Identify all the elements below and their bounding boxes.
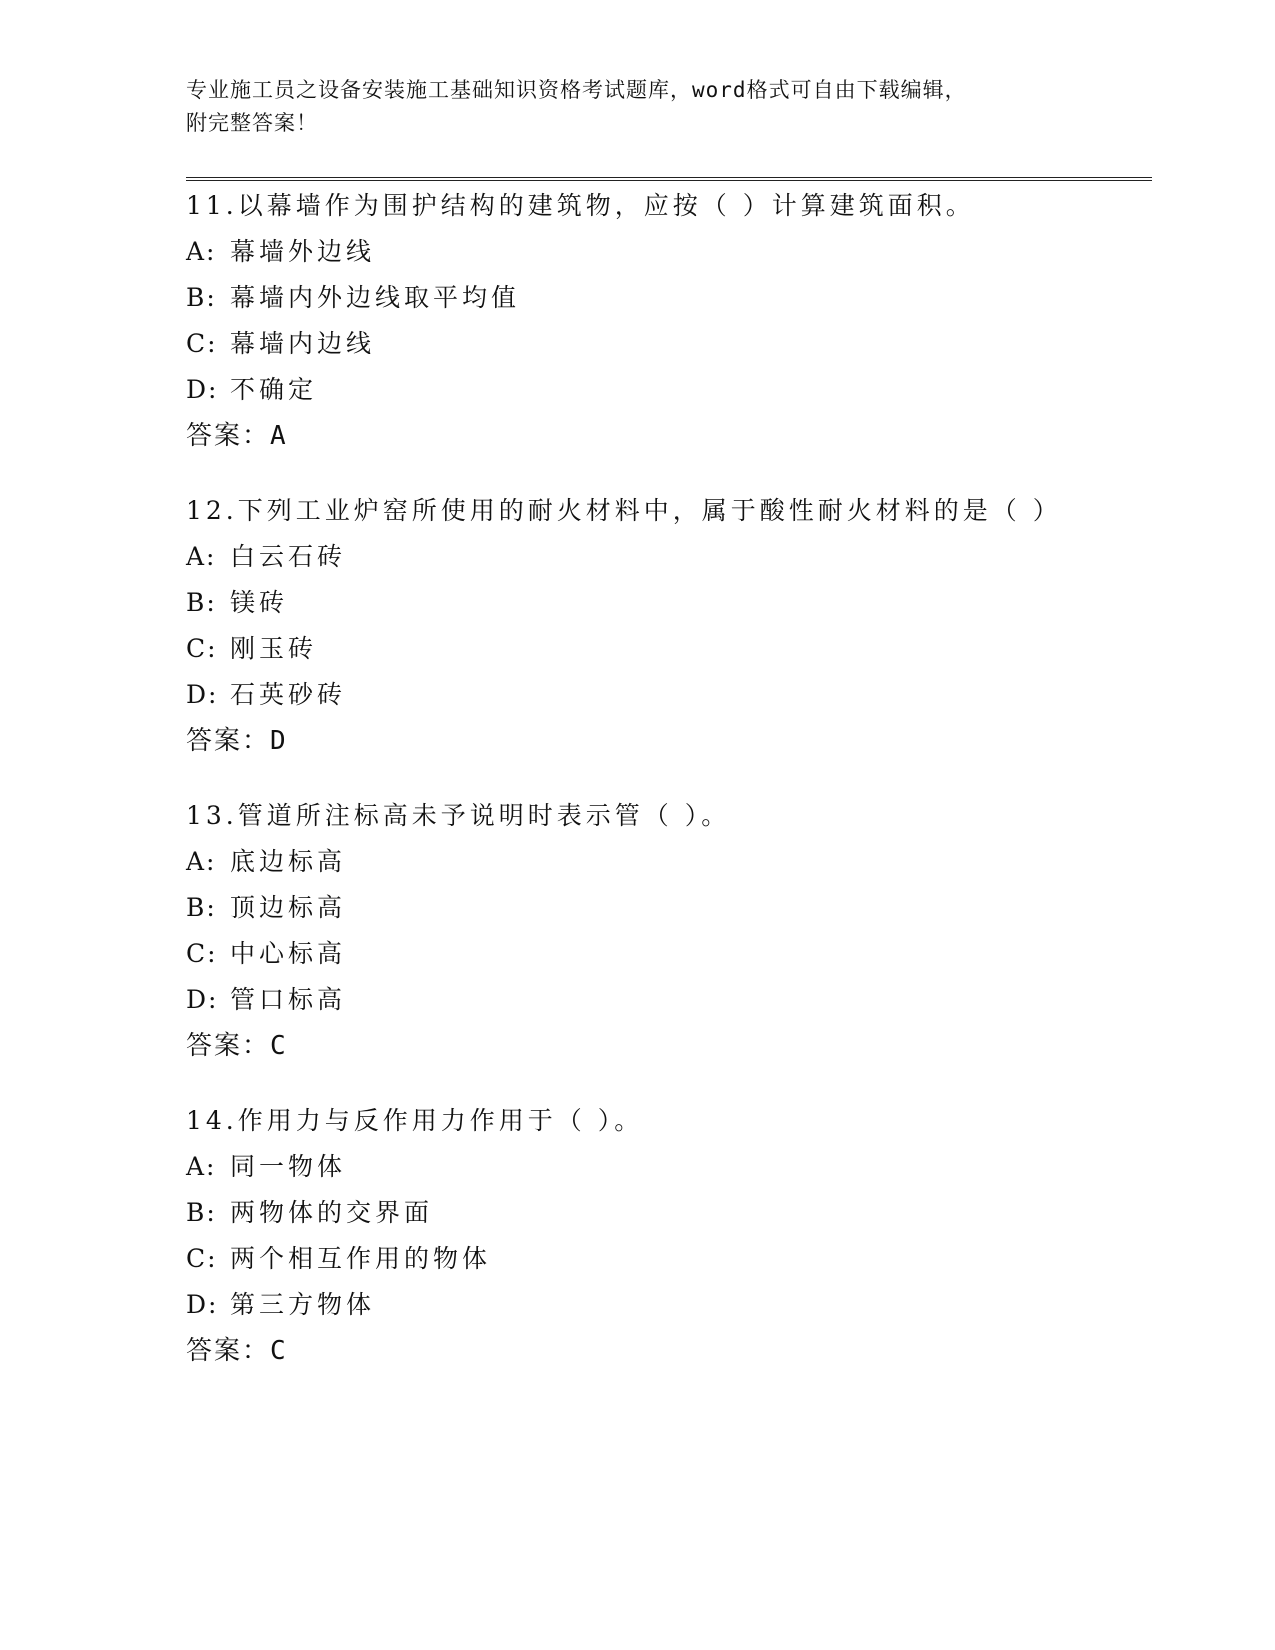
answer-value: A bbox=[270, 421, 288, 451]
option-letter: A: bbox=[186, 1152, 217, 1181]
option-text: 幕墙外边线 bbox=[230, 237, 376, 266]
question-stem: 11.以幕墙作为围护结构的建筑物，应按（ ）计算建筑面积。 bbox=[186, 191, 975, 220]
option-text: 两物体的交界面 bbox=[230, 1198, 434, 1227]
option-b bbox=[186, 885, 1152, 931]
option-letter: A: bbox=[186, 542, 217, 571]
answer-value: C bbox=[270, 1336, 288, 1366]
question-block bbox=[186, 793, 1152, 1069]
option-a bbox=[186, 1144, 1152, 1190]
option-letter: C: bbox=[186, 939, 218, 968]
header-double-rule bbox=[186, 177, 1152, 181]
option-b bbox=[186, 275, 1152, 321]
option-c bbox=[186, 321, 1152, 367]
option-c bbox=[186, 1236, 1152, 1282]
option-text: 幕墙内外边线取平均值 bbox=[230, 283, 521, 312]
option-text: 顶边标高 bbox=[230, 893, 347, 922]
answer-line bbox=[186, 413, 1152, 459]
option-text: 中心标高 bbox=[230, 939, 347, 968]
header-line-2: 附完整答案！ bbox=[186, 111, 318, 135]
option-d bbox=[186, 367, 1152, 413]
option-letter: C: bbox=[186, 329, 218, 358]
header-line-1: 专业施工员之设备安装施工基础知识资格考试题库，word格式可自由下载编辑， bbox=[186, 78, 967, 102]
option-text: 幕墙内边线 bbox=[230, 329, 376, 358]
option-letter: A: bbox=[186, 237, 217, 266]
option-a bbox=[186, 229, 1152, 275]
option-a bbox=[186, 534, 1152, 580]
option-text: 管口标高 bbox=[230, 985, 347, 1014]
option-d bbox=[186, 672, 1152, 718]
option-letter: C: bbox=[186, 1244, 218, 1273]
option-text: 镁砖 bbox=[230, 588, 289, 617]
question-block bbox=[186, 183, 1152, 459]
option-letter: B: bbox=[186, 283, 217, 312]
option-b bbox=[186, 580, 1152, 626]
answer-label: 答案： bbox=[186, 726, 271, 756]
option-letter: D: bbox=[186, 1290, 219, 1319]
question-stem: 14.作用力与反作用力作用于（ ）。 bbox=[186, 1106, 644, 1135]
option-b bbox=[186, 1190, 1152, 1236]
option-letter: D: bbox=[186, 375, 219, 404]
answer-label: 答案： bbox=[186, 1031, 271, 1061]
option-text: 两个相互作用的物体 bbox=[230, 1244, 492, 1273]
answer-label: 答案： bbox=[186, 1336, 271, 1366]
option-text: 刚玉砖 bbox=[230, 634, 318, 663]
option-letter: A: bbox=[186, 847, 217, 876]
option-letter: D: bbox=[186, 680, 219, 709]
option-letter: B: bbox=[186, 893, 217, 922]
question-stem: 12.下列工业炉窑所使用的耐火材料中，属于酸性耐火材料的是（ ） bbox=[186, 496, 1062, 525]
option-a bbox=[186, 839, 1152, 885]
answer-value: D bbox=[270, 726, 288, 756]
option-text: 第三方物体 bbox=[230, 1290, 376, 1319]
option-letter: D: bbox=[186, 985, 219, 1014]
document-header bbox=[186, 74, 1086, 140]
option-letter: C: bbox=[186, 634, 218, 663]
option-letter: B: bbox=[186, 1198, 217, 1227]
option-text: 底边标高 bbox=[230, 847, 347, 876]
option-text: 石英砂砖 bbox=[230, 680, 347, 709]
option-d bbox=[186, 1282, 1152, 1328]
option-letter: B: bbox=[186, 588, 217, 617]
answer-line bbox=[186, 1328, 1152, 1374]
question-stem: 13.管道所注标高未予说明时表示管（ ）。 bbox=[186, 801, 731, 830]
option-c bbox=[186, 626, 1152, 672]
option-d bbox=[186, 977, 1152, 1023]
answer-line bbox=[186, 718, 1152, 764]
option-text: 白云石砖 bbox=[230, 542, 347, 571]
question-block bbox=[186, 488, 1152, 764]
answer-line bbox=[186, 1023, 1152, 1069]
answer-value: C bbox=[270, 1031, 288, 1061]
option-c bbox=[186, 931, 1152, 977]
answer-label: 答案： bbox=[186, 421, 271, 451]
option-text: 不确定 bbox=[230, 375, 318, 404]
option-text: 同一物体 bbox=[230, 1152, 347, 1181]
question-block bbox=[186, 1098, 1152, 1374]
